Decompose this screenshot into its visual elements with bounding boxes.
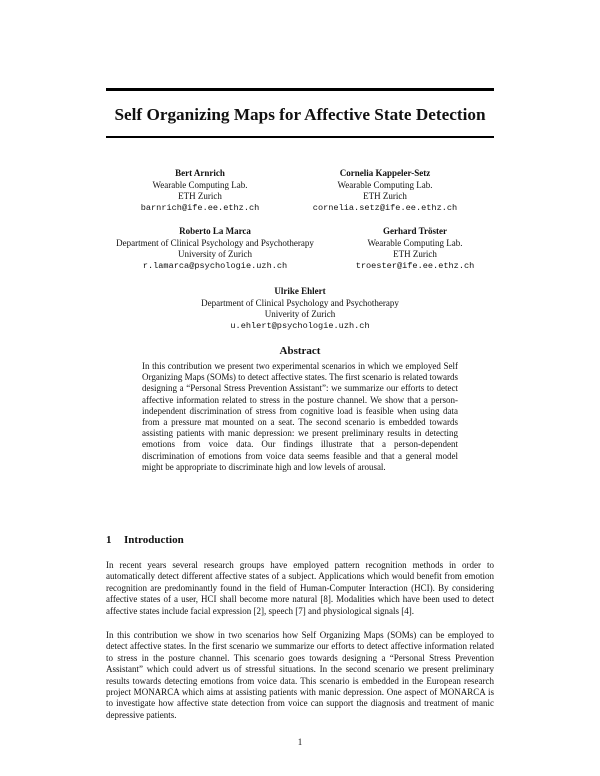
author-block [340,226,490,272]
author-affiliation: Wearable Computing Lab. [367,237,463,248]
author-name: Gerhard Tröster [383,226,447,236]
author-name: Roberto La Marca [179,226,251,236]
paper-title: Self Organizing Maps for Affective State Detection [114,105,486,124]
author-email[interactable]: cornelia.setz@ife.ee.ethz.ch [312,202,458,213]
author-institution: University of Zurich [178,249,252,259]
section-heading [106,534,184,546]
author-affiliation: Department of Clinical Psychology and Psychotherapy [116,237,314,248]
title-rule-top [106,88,494,91]
author-institution: Univerity of Zurich [264,309,336,319]
author-block [180,286,420,332]
body-paragraph: In this contribution we show in two scenarios how Self Organizing Maps (SOMs) can be employed to detect affective states. In the first scenario we summarize our efforts to detect affective information related to stress in the posture channel. This scenario goes towards designing a “Personal Stress Prevention Assistant” which could advert us of stressful situations. In the second scenario we present preliminary results towards detecting emotions from voice data. This scenario is embedded in the European research project MONARCA which aims at assisting patients with manic depression. One aspect of MONARCA is to investigate how affective state detection from voice can support the diagnosis and treatment of manic depressive patients. [106,630,494,720]
author-affiliation: Department of Clinical Psychology and Psychotherapy [201,297,399,308]
author-block [295,168,475,214]
author-block [105,226,325,272]
author-name: Ulrike Ehlert [274,286,326,296]
abstract-text: In this contribution we present two experimental scenarios in which we employed Self Organizing Maps (SOMs) to detect affective states. The first scenario is related towards designing a “Personal Stress Prevention Assistant”: we summarize our efforts to detect affective information related to stress in the posture channel. We show that a person-independent discrimination of stress from cognitive load is feasible when using data from a pressure mat mounted on a seat. The second scenario is embedded towards assisting patients with manic depression: we present preliminary results in detecting emotions from voice data. Our findings illustrate that a person-dependent discrimination of emotions from voice data seems feasible and that a general model might be appropriate to discriminate high and low levels of arousal. [142,361,458,472]
page-number: 1 [297,737,303,747]
author-email[interactable]: troester@ife.ee.ethz.ch [355,260,475,271]
author-institution: ETH Zurich [363,191,407,201]
author-email[interactable]: r.lamarca@psychologie.uzh.ch [142,260,288,271]
abstract-heading: Abstract [279,345,321,357]
author-affiliation: Wearable Computing Lab. [337,179,433,190]
author-email[interactable]: u.ehlert@psychologie.uzh.ch [230,320,370,331]
author-email[interactable]: barnrich@ife.ee.ethz.ch [140,202,260,213]
author-block [110,168,290,214]
section-title: Introduction [124,534,184,546]
title-rule-bottom [106,136,494,138]
author-affiliation: Wearable Computing Lab. [152,179,248,190]
section-number: 1 [106,534,112,546]
body-paragraph: In recent years several research groups have employed pattern recognition methods in order to automatically detect different affective states of a subject. Applications which would benefit from emotion recognition are predominantly found in the field of Human-Computer Interaction (HCI). By considering affective states of a user, HCI shall become more natural [8]. Modalities which have been used to detect affective states include facial expression [2], speech [7] and physiological signals [4]. [106,560,494,616]
author-name: Cornelia Kappeler-Setz [339,168,431,178]
author-name: Bert Arnrich [175,168,225,178]
author-institution: ETH Zurich [393,249,437,259]
author-institution: ETH Zurich [178,191,222,201]
